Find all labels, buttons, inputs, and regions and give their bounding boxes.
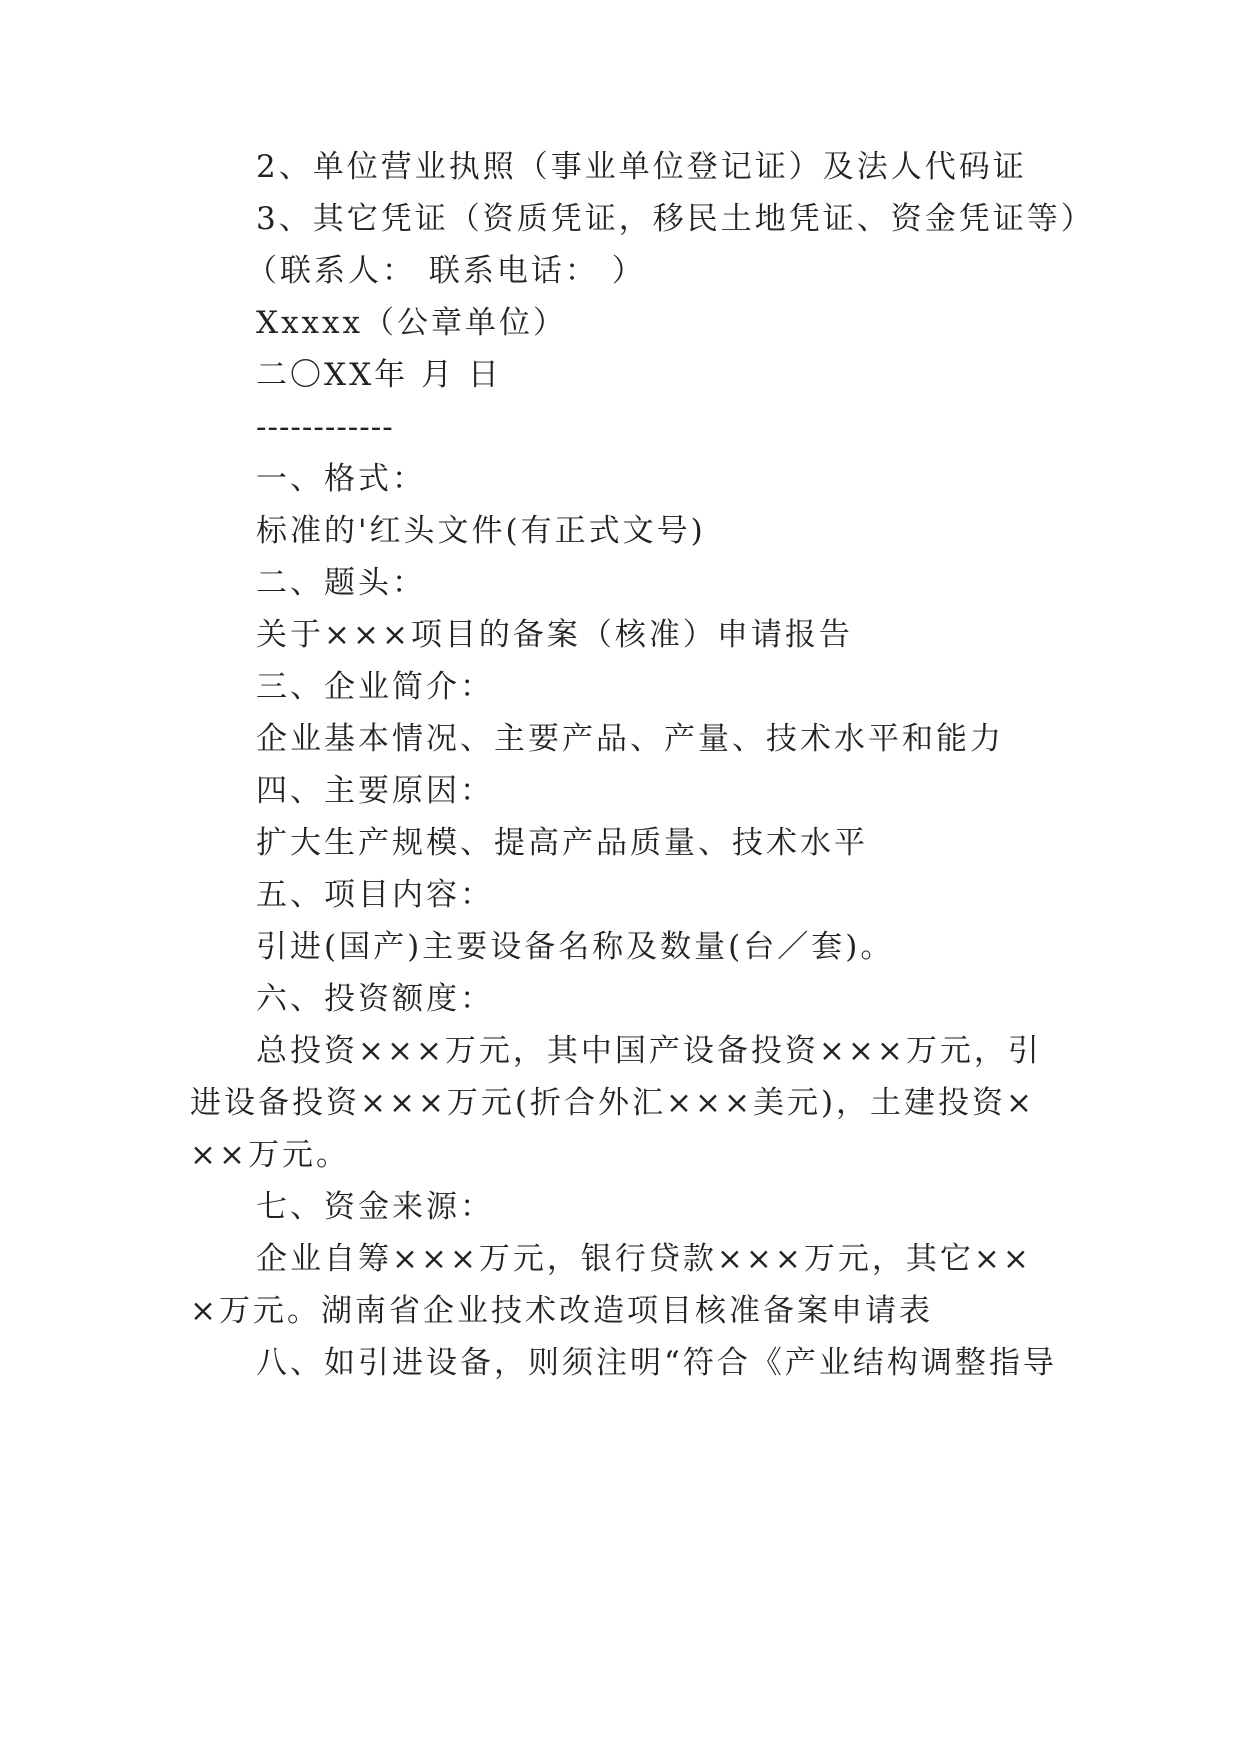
text-line: （联系人： 联系电话： ）	[246, 253, 646, 289]
section-heading: 六、投资额度：	[256, 981, 494, 1017]
text-line: 3、其它凭证（资质凭证，移民土地凭证、资金凭证等）	[256, 201, 1095, 237]
paragraph-line: 总投资×××万元，其中国产设备投资×××万元，引	[256, 1033, 1042, 1069]
section-heading: 七、资金来源：	[256, 1189, 494, 1225]
paragraph-line: 八、如引进设备，则须注明“符合《产业结构调整指导	[256, 1345, 1057, 1381]
text-line: 扩大生产规模、提高产品质量、技术水平	[256, 825, 868, 861]
divider-line: ------------	[256, 409, 394, 445]
text-line: 二〇XX年 月 日	[256, 357, 502, 393]
section-heading: 五、项目内容：	[256, 877, 494, 913]
section-heading: 一、格式：	[256, 461, 426, 497]
section-heading: 二、题头：	[256, 565, 426, 601]
text-line: 标准的'红头文件(有正式文号)	[256, 513, 706, 549]
text-line: 关于×××项目的备案（核准）申请报告	[256, 617, 853, 653]
text-line: 引进(国产)主要设备名称及数量(台／套)。	[256, 929, 895, 965]
paragraph-line: ××万元。	[190, 1137, 350, 1173]
paragraph-line: ×万元。湖南省企业技术改造项目核准备案申请表	[190, 1293, 933, 1329]
paragraph-line: 企业自筹×××万元，银行贷款×××万元，其它××	[256, 1241, 1032, 1277]
section-heading: 三、企业简介：	[256, 669, 494, 705]
section-heading: 四、主要原因：	[256, 773, 494, 809]
paragraph-line: 进设备投资×××万元(折合外汇×××美元)，土建投资×	[190, 1085, 1036, 1121]
text-line: Xxxxx（公章单位）	[256, 305, 568, 341]
text-line: 2、单位营业执照（事业单位登记证）及法人代码证	[256, 149, 1027, 185]
text-line: 企业基本情况、主要产品、产量、技术水平和能力	[256, 721, 1004, 757]
